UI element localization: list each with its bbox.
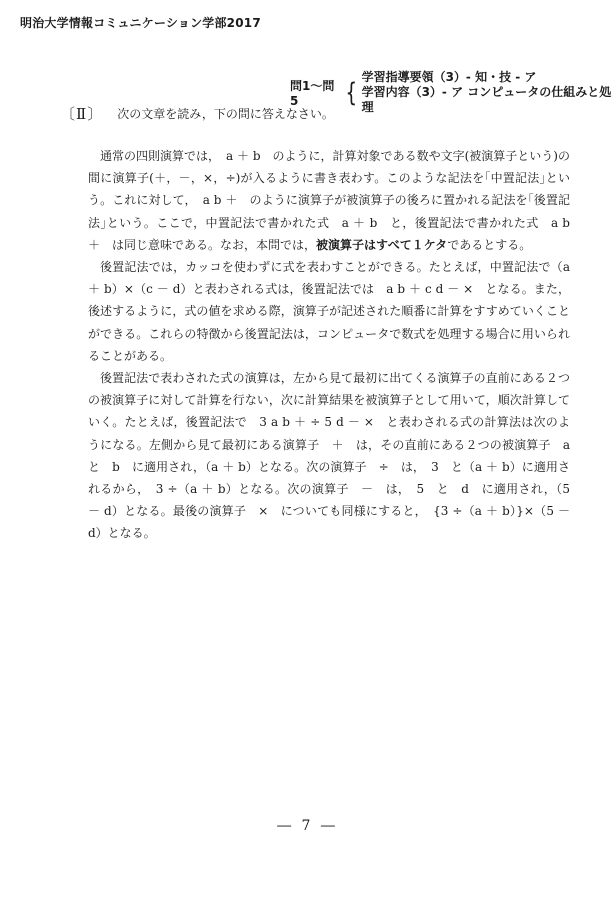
- curriculum-line-1: 学習指導要領（3）- 知・技 - ア: [361, 70, 537, 84]
- curriculum-line-2: 学習内容（3）- ア コンピュータの仕組みと処理: [361, 85, 612, 114]
- paragraph-3: 後置記法で表わされた式の演算は，左から見て最初に出てくる演算子の直前にある２つの被演算子に対して計算を行ない，次に計算結果を被演算子として用いて，順次計算していく。たとえば，後置記法で 3 a b ＋ ÷ 5 d － × と表わされる式の計算法は次のようになる。左側から見て最初にある演算子 ＋ は，その直前にある２つの被演算子 a と b に適用され，（a ＋ b）となる。次の演算子 ÷ は， 3 と（a ＋ b）に適用されるから， 3 ÷（a ＋ b）となる。次の演算子 － は， 5 と d に適用され，（5 － d）となる。最後の演算子 × についても同様にすると， {3 ÷（a ＋ b）}×（5 － d）となる。: [88, 371, 583, 541]
- curly-brace-icon: {: [345, 77, 358, 108]
- paragraph-1-emphasis: 被演算子はすべて１ケタ: [316, 237, 448, 252]
- question-range: 問1～問5: [290, 79, 335, 108]
- curriculum-reference: [362, 70, 615, 115]
- question-range-tag: [290, 70, 615, 115]
- paragraph-1-text-a: 通常の四則演算では， a ＋ b のように，計算対象である数や文字(被演算子という)の間に演算子(＋，－，×，÷)が入るように書き表わす。このような記法を｢中置記法｣という。これに対して， a b ＋ のように演算子が被演算子の後ろに置かれる記法を｢後置記法｣という。ここで，中置記法で書かれた式 a ＋ b と，後置記法で書かれた式 a b ＋ は同じ意味である。なお，本問では，: [88, 149, 570, 252]
- paragraph-1-text-b: であるとする。: [447, 237, 532, 252]
- section-heading: [60, 103, 334, 124]
- exam-header: 明治大学情報コミュニケーション学部2017: [20, 16, 261, 30]
- paragraph-1: [88, 145, 570, 256]
- paragraph-2: 後置記法では，カッコを使わずに式を表わすことができる。たとえば，中置記法で（a ＋ b）×（c － d）と表わされる式は，後置記法では a b ＋ c d － × となる。また，後述するように，式の値を求める際，演算子が記述された順番に計算をすすめていくことができる。これらの特徴から後置記法は，コンピュータで数式を処理する場合に用いられることがある。: [88, 260, 570, 363]
- passage: [88, 145, 583, 545]
- page-number: ― 7 ―: [277, 818, 338, 834]
- section-instruction: 次の文章を読み，下の問に答えなさい。: [117, 107, 334, 121]
- section-number: 〔Ⅱ〕: [60, 105, 104, 123]
